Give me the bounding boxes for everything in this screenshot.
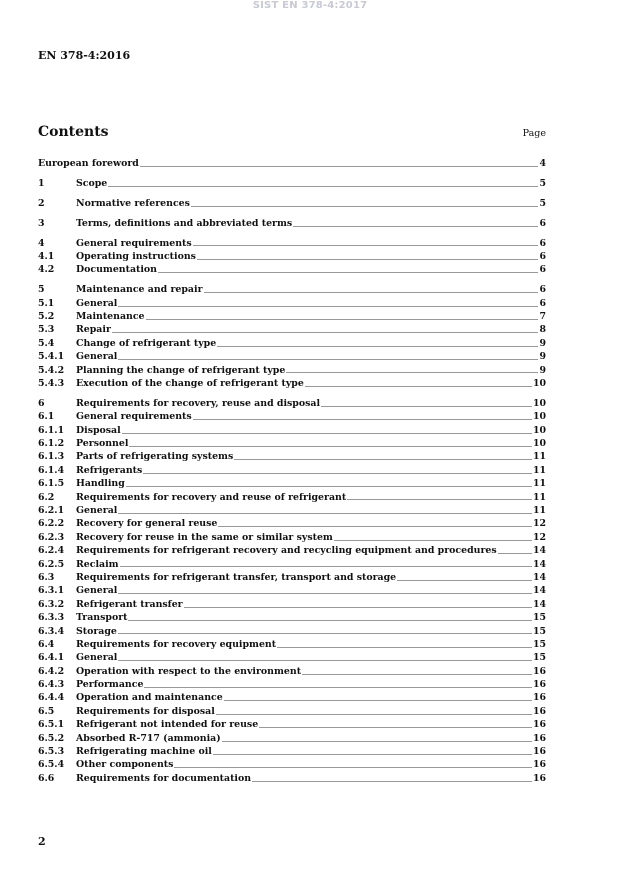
toc-entry-title: Reclaim (76, 558, 119, 570)
toc-entry-page: 6 (539, 284, 546, 296)
toc-entry-number: 6.4.4 (38, 692, 65, 704)
toc-entry-page: 10 (532, 438, 546, 450)
toc-entry[interactable] (38, 517, 546, 530)
toc-leader-dots (293, 226, 538, 227)
toc-entry-number: 6.4.1 (38, 652, 65, 664)
toc-entry-title: Performance (76, 679, 144, 691)
toc-leader-dots (234, 459, 532, 460)
toc-leader-dots (118, 660, 532, 661)
toc-entry-number: 6.4.3 (38, 679, 65, 691)
toc-entry-page: 6 (539, 250, 546, 262)
toc-leader-dots (143, 473, 532, 474)
toc-entry-number: 6.1.3 (38, 451, 65, 463)
toc-entry-number: 4 (38, 237, 45, 249)
toc-entry-title: General (76, 585, 118, 597)
toc-entry-title: Recovery for reuse in the same or similar system (76, 531, 333, 543)
toc-entry-title: General (76, 297, 118, 309)
toc-entry-page: 15 (532, 652, 546, 664)
toc-entry-title: Normative references (76, 197, 190, 209)
toc-entry[interactable] (38, 705, 546, 718)
toc-entry-title: General requirements (76, 237, 192, 249)
toc-entry[interactable] (38, 157, 546, 170)
toc-entry[interactable] (38, 625, 546, 638)
toc-entry-number: 3 (38, 217, 45, 229)
toc-entry-page: 16 (532, 679, 546, 691)
toc-entry[interactable] (38, 250, 546, 263)
toc-entry-number: 6.1.5 (38, 478, 65, 490)
toc-entry-number: 6.3.1 (38, 585, 65, 597)
toc-entry[interactable] (38, 410, 546, 423)
toc-entry-page: 11 (532, 478, 546, 490)
toc-entry-number: 6.1.2 (38, 438, 65, 450)
toc-entry-number: 6.3.3 (38, 612, 65, 624)
toc-leader-dots (128, 620, 531, 621)
toc-entry-page: 8 (539, 324, 546, 336)
toc-leader-dots (217, 346, 538, 347)
toc-entry[interactable] (38, 732, 546, 745)
toc-entry-title: Execution of the change of refrigerant type (76, 377, 304, 389)
toc-leader-dots (193, 245, 539, 246)
toc-entry-page: 16 (532, 692, 546, 704)
toc-leader-dots (120, 566, 532, 567)
toc-entry-page: 6 (539, 237, 546, 249)
contents-heading: Contents (38, 124, 109, 140)
toc-leader-dots (213, 754, 532, 755)
toc-entry-page: 11 (532, 504, 546, 516)
toc-entry-number: 6.5.2 (38, 732, 65, 744)
toc-entry-number: 6.4.2 (38, 665, 65, 677)
toc-entry-number: 5.4.3 (38, 377, 65, 389)
toc-entry-title: Operation with respect to the environment (76, 665, 302, 677)
toc-leader-dots (108, 186, 538, 187)
toc-entry-title: European foreword (38, 158, 139, 169)
toc-leader-dots (259, 727, 532, 728)
toc-entry-page: 14 (532, 598, 546, 610)
toc-leader-dots (334, 540, 532, 541)
toc-entry-page: 15 (532, 612, 546, 624)
toc-entry-number: 1 (38, 177, 45, 189)
toc-entry[interactable] (38, 177, 546, 190)
toc-entry-title: Operation and maintenance (76, 692, 223, 704)
toc-entry-number: 5 (38, 284, 45, 296)
toc-entry[interactable] (38, 745, 546, 758)
toc-entry-title: Personnel (76, 438, 129, 450)
toc-entry-page: 16 (532, 732, 546, 744)
toc-entry-page: 16 (532, 772, 546, 784)
toc-entry-number: 6 (38, 397, 45, 409)
toc-entry-page: 12 (532, 518, 546, 530)
toc-leader-dots (397, 580, 532, 581)
toc-leader-dots (144, 687, 532, 688)
toc-entry-title: Refrigerating machine oil (76, 746, 212, 758)
toc-entry[interactable] (38, 611, 546, 624)
toc-entry-page: 6 (539, 217, 546, 229)
toc-entry-title: Change of refrigerant type (76, 337, 217, 349)
toc-entry-page: 7 (539, 311, 546, 323)
toc-leader-dots (222, 741, 532, 742)
toc-entry-page: 14 (532, 545, 546, 557)
toc-entry-number: 5.4 (38, 337, 55, 349)
toc-entry[interactable] (38, 638, 546, 651)
toc-entry-page: 11 (532, 491, 546, 503)
toc-leader-dots (174, 767, 532, 768)
toc-entry-number: 6.3.2 (38, 598, 65, 610)
toc-entry[interactable] (38, 297, 546, 310)
table-of-contents (38, 157, 546, 785)
toc-entry-title: Other components (76, 759, 174, 771)
toc-entry-title: Refrigerants (76, 464, 143, 476)
toc-entry-number: 5.3 (38, 324, 55, 336)
toc-entry-number: 4.2 (38, 264, 55, 276)
toc-entry-number: 5.1 (38, 297, 55, 309)
toc-entry[interactable] (38, 350, 546, 363)
toc-entry-page: 5 (539, 197, 546, 209)
toc-leader-dots (184, 607, 532, 608)
toc-entry[interactable] (38, 323, 546, 336)
toc-entry-page: 15 (532, 638, 546, 650)
toc-entry-title: Handling (76, 478, 125, 490)
toc-entry-number: 6.2.2 (38, 518, 65, 530)
toc-entry-title: Requirements for refrigerant transfer, transport and storage (76, 571, 397, 583)
toc-entry-page: 15 (532, 625, 546, 637)
toc-entry-title: General requirements (76, 411, 192, 423)
toc-entry-title: Operating instructions (76, 250, 196, 262)
toc-entry-page: 10 (532, 424, 546, 436)
toc-entry[interactable] (38, 531, 546, 544)
toc-entry[interactable] (38, 450, 546, 463)
toc-entry-page: 10 (532, 377, 546, 389)
toc-entry[interactable] (38, 691, 546, 704)
toc-entry-title: Parts of refrigerating systems (76, 451, 234, 463)
toc-entry-title: Refrigerant not intended for reuse (76, 719, 259, 731)
toc-entry-page: 5 (539, 177, 546, 189)
toc-leader-dots (118, 633, 532, 634)
toc-entry[interactable] (38, 544, 546, 557)
toc-entry-number: 6.1.1 (38, 424, 65, 436)
toc-leader-dots (112, 332, 539, 333)
toc-entry-number: 6.5 (38, 705, 55, 717)
toc-entry-page: 11 (532, 451, 546, 463)
toc-entry-title: Disposal (76, 424, 121, 436)
toc-entry-page: 9 (539, 364, 546, 376)
toc-entry[interactable] (38, 571, 546, 584)
toc-entry-title: Refrigerant transfer (76, 598, 183, 610)
toc-entry[interactable] (38, 364, 546, 377)
toc-entry-page: 16 (532, 665, 546, 677)
toc-entry[interactable] (38, 397, 546, 410)
toc-entry-title: Maintenance (76, 311, 145, 323)
toc-entry-number: 6.6 (38, 772, 55, 784)
toc-entry-number: 6.1.4 (38, 464, 65, 476)
toc-entry[interactable] (38, 283, 546, 296)
toc-entry[interactable] (38, 598, 546, 611)
toc-leader-dots (129, 446, 532, 447)
toc-entry-number: 5.4.2 (38, 364, 65, 376)
toc-entry[interactable] (38, 665, 546, 678)
toc-entry-page: 10 (532, 397, 546, 409)
toc-entry[interactable] (38, 437, 546, 450)
toc-leader-dots (252, 781, 532, 782)
toc-leader-dots (286, 372, 538, 373)
toc-entry-number: 2 (38, 197, 45, 209)
toc-entry[interactable] (38, 424, 546, 437)
toc-entry[interactable] (38, 584, 546, 597)
page-number: 2 (38, 835, 46, 848)
toc-entry-number: 6.3.4 (38, 625, 65, 637)
toc-entry-page: 9 (539, 337, 546, 349)
toc-entry-page: 11 (532, 464, 546, 476)
toc-leader-dots (302, 674, 532, 675)
toc-entry-page: 4 (539, 158, 546, 169)
toc-entry-number: 5.4.1 (38, 351, 65, 363)
toc-entry[interactable] (38, 504, 546, 517)
toc-entry[interactable] (38, 678, 546, 691)
toc-entry-page: 12 (532, 531, 546, 543)
toc-entry-page: 14 (532, 571, 546, 583)
toc-entry[interactable] (38, 491, 546, 504)
toc-leader-dots (498, 553, 532, 554)
toc-entry-title: Recovery for general reuse (76, 518, 218, 530)
toc-entry[interactable] (38, 197, 546, 210)
toc-leader-dots (118, 513, 532, 514)
toc-entry-title: Absorbed R-717 (ammonia) (76, 732, 221, 744)
toc-leader-dots (158, 272, 538, 273)
toc-entry-page: 9 (539, 351, 546, 363)
toc-entry-number: 5.2 (38, 311, 55, 323)
toc-entry-page: 16 (532, 746, 546, 758)
toc-entry-number: 6.2.4 (38, 545, 65, 557)
toc-entry-title: Terms, definitions and abbreviated terms (76, 217, 293, 229)
toc-leader-dots (140, 166, 539, 167)
toc-entry[interactable] (38, 651, 546, 664)
toc-entry-page: 16 (532, 719, 546, 731)
toc-entry-title: Transport (76, 612, 128, 624)
toc-entry-title: Requirements for recovery equipment (76, 638, 277, 650)
toc-entry[interactable] (38, 337, 546, 350)
toc-leader-dots (305, 386, 532, 387)
toc-entry[interactable] (38, 477, 546, 490)
toc-leader-dots (321, 406, 532, 407)
toc-entry-title: Planning the change of refrigerant type (76, 364, 286, 376)
toc-entry-page: 14 (532, 558, 546, 570)
document-id: EN 378-4:2016 (38, 49, 131, 62)
toc-entry[interactable] (38, 772, 546, 785)
toc-leader-dots (277, 647, 532, 648)
toc-entry-title: General (76, 652, 118, 664)
toc-leader-dots (193, 419, 532, 420)
toc-entry-page: 6 (539, 264, 546, 276)
toc-entry-number: 6.3 (38, 571, 55, 583)
toc-entry-title: Requirements for recovery, reuse and disposal (76, 397, 321, 409)
toc-leader-dots (122, 433, 532, 434)
toc-entry[interactable] (38, 237, 546, 250)
toc-entry[interactable] (38, 377, 546, 390)
toc-leader-dots (146, 319, 539, 320)
toc-entry-number: 6.2.3 (38, 531, 65, 543)
toc-entry-title: General (76, 504, 118, 516)
toc-entry-title: Scope (76, 177, 108, 189)
watermark: SIST EN 378-4:2017 (252, 0, 368, 11)
toc-leader-dots (347, 499, 532, 500)
toc-entry-title: Requirements for refrigerant recovery and recycling equipment and procedures (76, 545, 497, 557)
toc-entry-title: Repair (76, 324, 111, 336)
toc-entry-number: 6.2 (38, 491, 55, 503)
toc-entry-title: Requirements for documentation (76, 772, 252, 784)
toc-leader-dots (218, 526, 532, 527)
toc-leader-dots (126, 486, 532, 487)
toc-entry-title: Documentation (76, 264, 157, 276)
toc-entry-number: 6.1 (38, 411, 55, 423)
toc-entry-title: Requirements for disposal (76, 705, 215, 717)
toc-entry-page: 14 (532, 585, 546, 597)
toc-entry[interactable] (38, 558, 546, 571)
toc-entry[interactable] (38, 718, 546, 731)
toc-entry-title: Maintenance and repair (76, 284, 203, 296)
toc-leader-dots (191, 206, 539, 207)
toc-entry-number: 4.1 (38, 250, 55, 262)
toc-entry-title: Storage (76, 625, 117, 637)
toc-entry[interactable] (38, 310, 546, 323)
toc-entry-page: 16 (532, 705, 546, 717)
toc-entry[interactable] (38, 217, 546, 230)
toc-entry-page: 6 (539, 297, 546, 309)
toc-leader-dots (224, 700, 532, 701)
toc-entry-number: 6.2.5 (38, 558, 65, 570)
toc-entry-page: 16 (532, 759, 546, 771)
toc-entry-title: Requirements for recovery and reuse of refrigerant (76, 491, 347, 503)
toc-entry-number: 6.5.4 (38, 759, 65, 771)
toc-entry-title: General (76, 351, 118, 363)
toc-leader-dots (216, 714, 532, 715)
toc-entry-number: 6.2.1 (38, 504, 65, 516)
toc-entry-number: 6.4 (38, 638, 55, 650)
toc-leader-dots (118, 593, 532, 594)
toc-entry[interactable] (38, 758, 546, 771)
page-column-label: Page (522, 128, 546, 139)
toc-leader-dots (118, 306, 538, 307)
toc-entry[interactable] (38, 263, 546, 276)
toc-entry-page: 10 (532, 411, 546, 423)
toc-leader-dots (197, 259, 539, 260)
toc-entry-number: 6.5.1 (38, 719, 65, 731)
toc-leader-dots (204, 292, 539, 293)
toc-entry-number: 6.5.3 (38, 746, 65, 758)
toc-entry[interactable] (38, 464, 546, 477)
toc-leader-dots (118, 359, 538, 360)
